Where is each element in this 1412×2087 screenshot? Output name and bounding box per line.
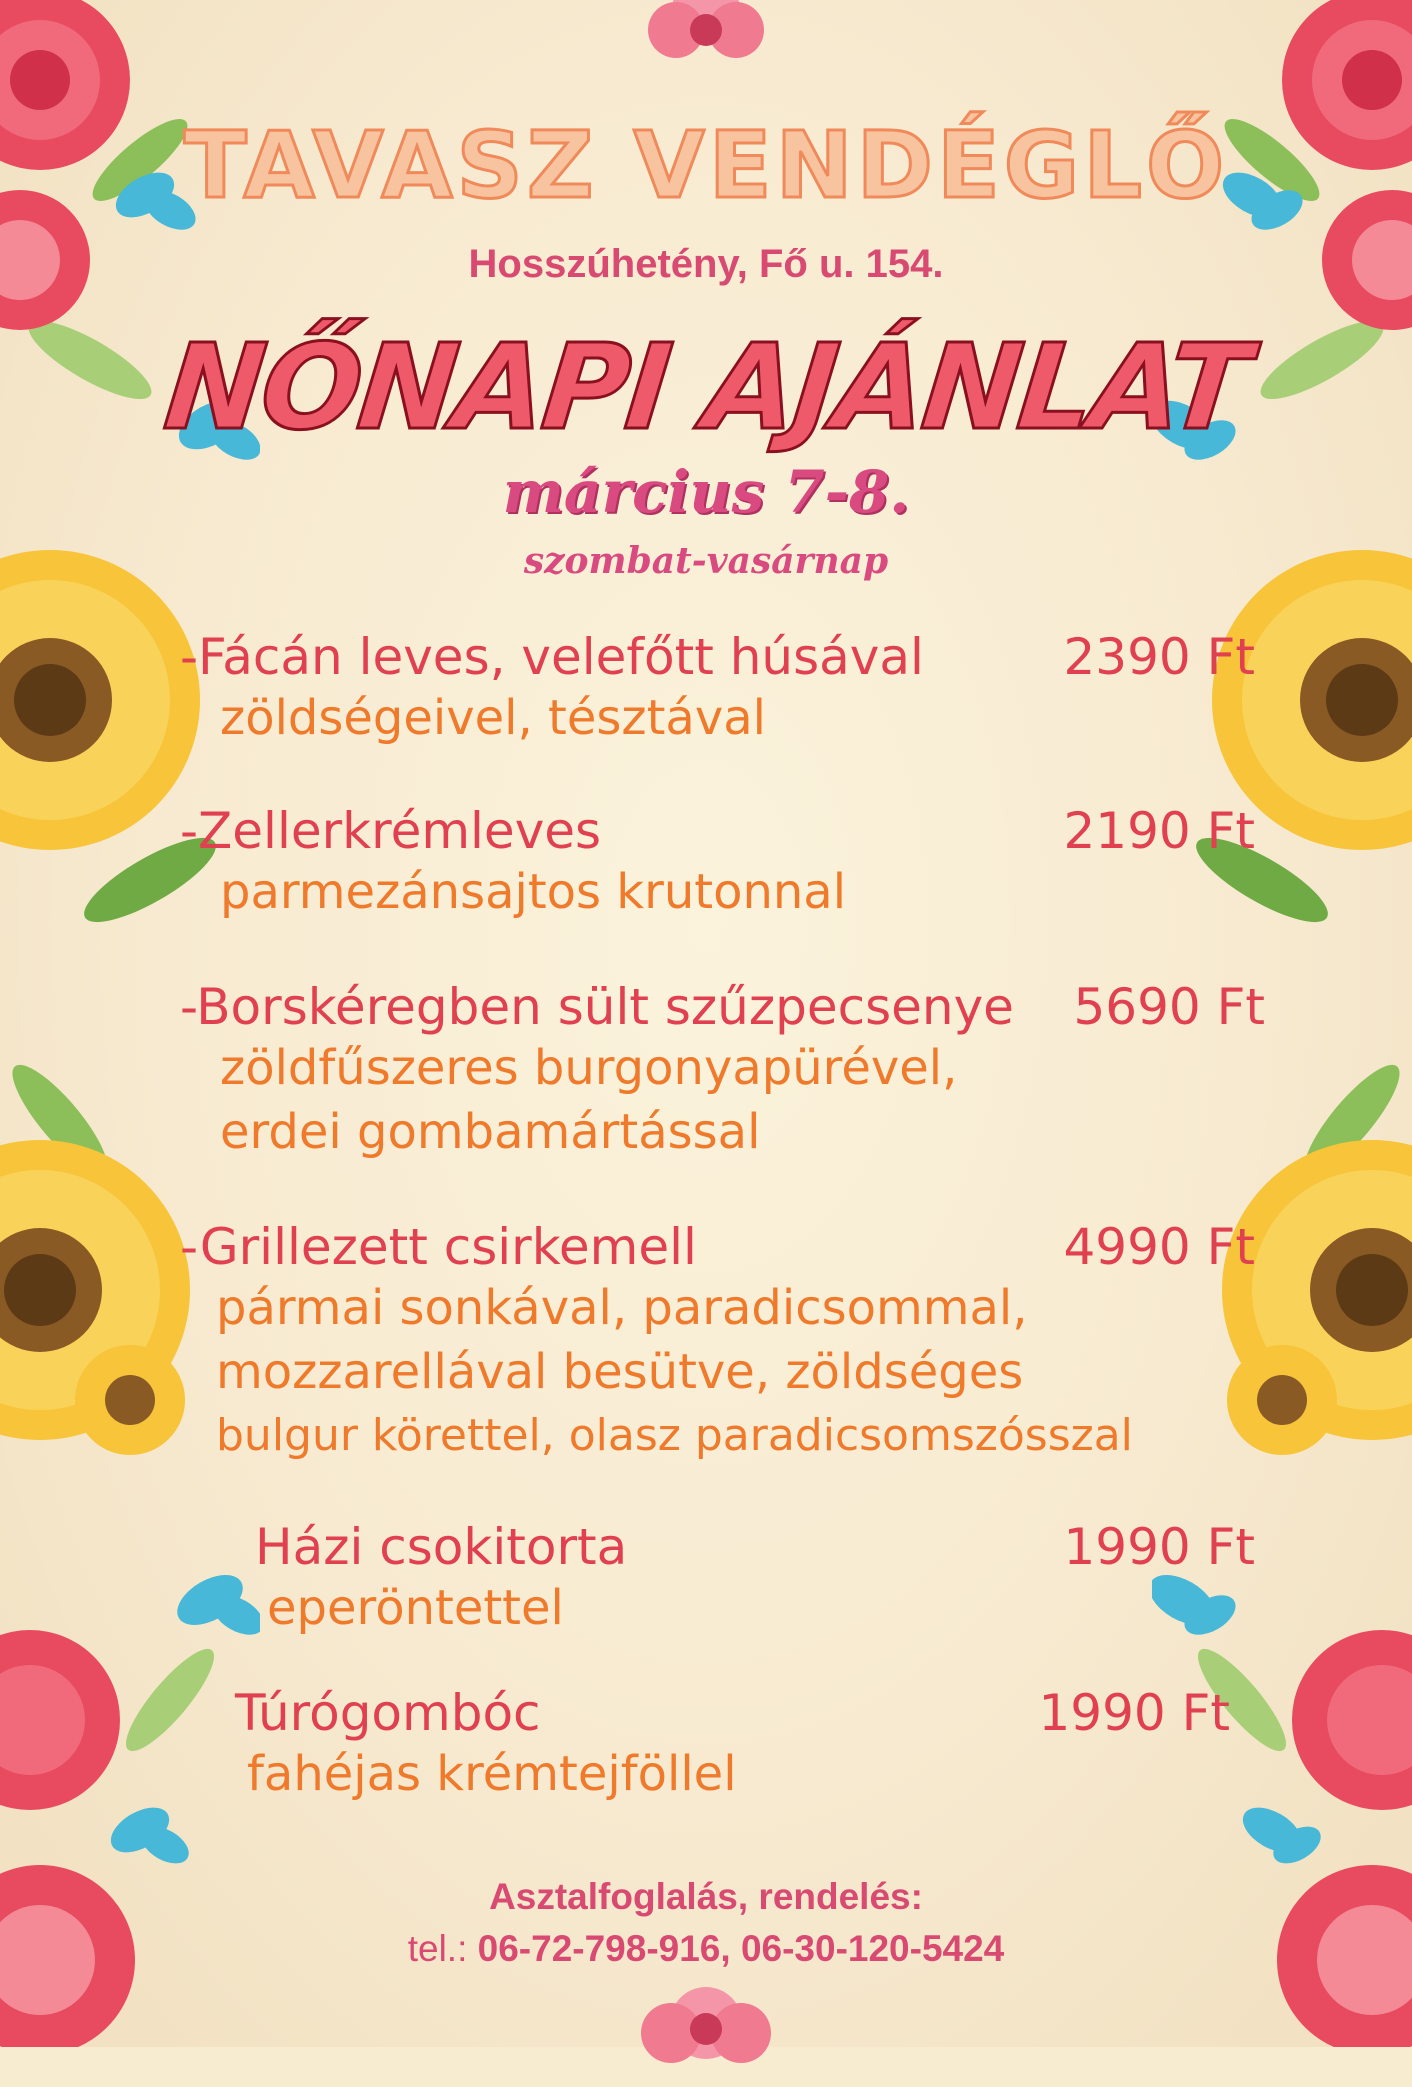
menu-item-cottage-cheese-dumpling [235,1684,1230,1806]
menu-item-pheasant-soup [180,628,1255,750]
dish-description: parmezánsajtos krutonnal [220,864,847,920]
dish-name: Túrógombóc [235,1684,541,1742]
offer-date: március 7-8. [502,458,910,526]
dish-description: fahéjas krémtejföllel [247,1746,737,1802]
dish-name: -Grillezett csirkemell [180,1218,697,1276]
restaurant-name: TAVASZ VENDÉGLŐ [183,112,1229,219]
dish-name: -Zellerkrémleves [180,802,602,860]
reservation-label: Asztalfoglalás, rendelés: [489,1876,923,1917]
dish-description: mozzarellával besütve, zöldséges [216,1344,1024,1400]
dish-price: 4990 Ft [1063,1218,1255,1276]
offer-days: szombat-vasárnap [523,540,889,582]
menu-item-grilled-chicken [180,1218,1255,1468]
dish-price: 2390 Ft [1063,628,1255,686]
dish-description: bulgur körettel, olasz paradicsomszósszal [216,1410,1133,1461]
phone-line [0,1928,1412,1970]
address: Hosszúhetény, Fő u. 154. [468,242,944,286]
dish-description: eperöntettel [267,1580,564,1636]
dish-description: zöldségeivel, tésztával [220,690,766,746]
dish-price: 1990 Ft [1063,1518,1255,1576]
menu-item-celery-soup [180,802,1255,924]
dish-description: erdei gombamártással [220,1104,761,1160]
dish-description: pármai sonkával, paradicsommal, [216,1280,1028,1336]
dish-name: -Fácán leves, velefőtt húsával [180,628,924,686]
dish-description: zöldfűszeres burgonyapürével, [220,1040,958,1096]
dish-price: 5690 Ft [1073,978,1265,1036]
menu-item-pork-tenderloin [180,978,1265,1164]
phone-prefix: tel.: [407,1928,468,1969]
menu-item-chocolate-cake [255,1518,1255,1640]
dish-price: 1990 Ft [1038,1684,1230,1742]
dish-price: 2190 Ft [1063,802,1255,860]
offer-title: NŐNAPI AJÁNLAT [158,318,1254,456]
phone-numbers[interactable]: 06-72-798-916, 06-30-120-5424 [477,1928,1005,1969]
dish-name: -Borskéregben sült szűzpecsenye [180,978,1014,1036]
dish-name: Házi csokitorta [255,1518,628,1576]
